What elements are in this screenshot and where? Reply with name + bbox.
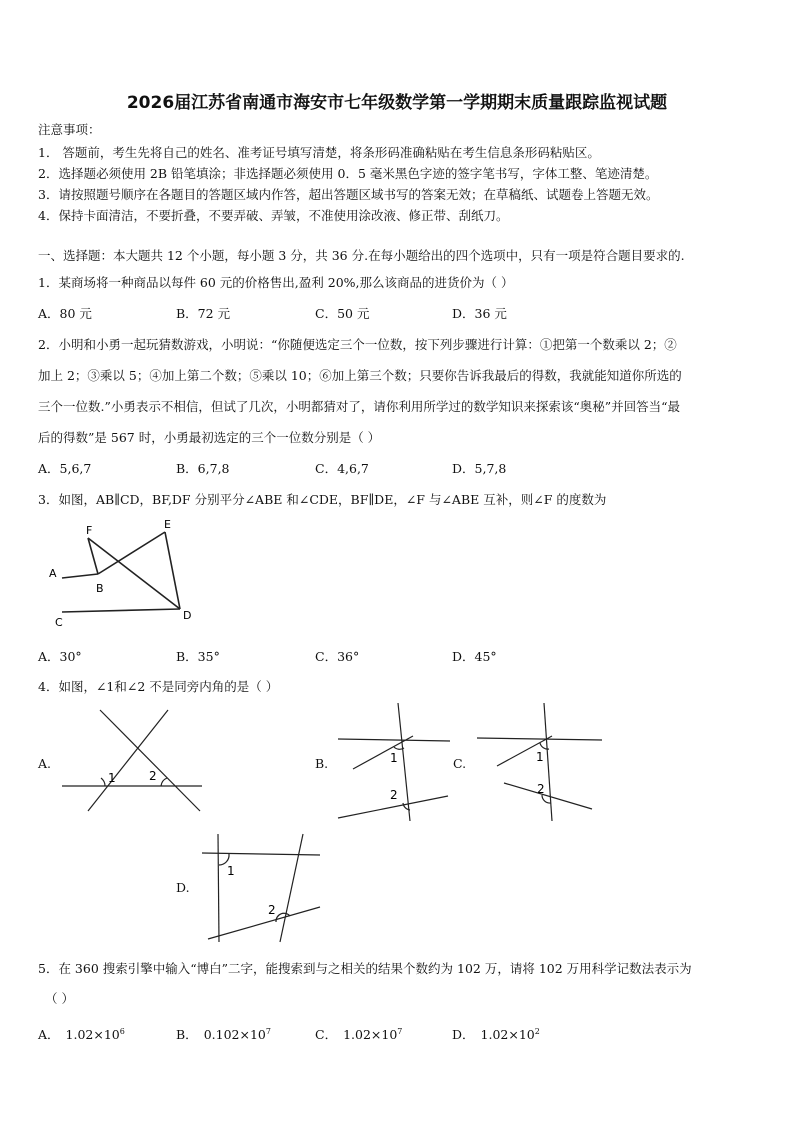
q5-option-b[interactable]: B． $0.102\times 10^7$	[176, 1026, 271, 1042]
question-5-line: （ ）	[45, 991, 74, 1006]
q1-option-d[interactable]: D．36 元	[452, 306, 507, 321]
question-2-line: 2．小明和小勇一起玩猜数游戏，小明说：“你随便选定三个一位数，按下列步骤进行计算：①把第一个数乘以 2；②	[38, 337, 677, 352]
q4-figure-d	[198, 832, 323, 944]
segment-cd	[62, 609, 180, 612]
q3-option-d[interactable]: D．45°	[452, 649, 497, 664]
label-f: F	[86, 524, 93, 537]
q5-option-d[interactable]: D． $1.02\times 10^2$	[452, 1026, 540, 1042]
question-2-line: 加上 2；③乘以 5；④加上第二个数；⑤乘以 10；⑥加上第三个数；只要你告诉我最后的得数，我就能知道你所选的	[38, 368, 682, 383]
svg-text:1: 1	[536, 750, 544, 764]
q3-option-b[interactable]: B．35°	[176, 649, 220, 664]
notice-heading: 注意事项：	[38, 122, 101, 137]
q5-option-a[interactable]: A． $1.02\times 10^6$	[38, 1026, 125, 1042]
q2-option-c[interactable]: C．4,6,7	[315, 461, 369, 476]
notice-item: 2．选择题必须使用 2B 铅笔填涂；非选择题必须使用 0．5 毫米黑色字迹的签字笔书写，字体工整、笔迹清楚。	[38, 166, 658, 181]
q4-option-c-label[interactable]: C.	[453, 756, 467, 771]
notice-item: 1． 答题前，考生先将自己的姓名、准考证号填写清楚，将条形码准确粘贴在考生信息条形码粘贴区。	[38, 145, 600, 160]
question-5-line: 5．在 360 搜索引擎中输入“博白”二字，能搜索到与之相关的结果个数约为 102 万，请将 102 万用科学记数法表示为	[38, 961, 692, 976]
label-e: E	[164, 518, 171, 531]
q4-option-b-label[interactable]: B.	[315, 756, 329, 771]
q4-option-d-label[interactable]: D.	[176, 880, 190, 895]
q4-figure-c	[472, 701, 607, 823]
question-4-text: 4．如图，∠1和∠2 不是同旁内角的是（ ）	[38, 679, 279, 694]
svg-text:2: 2	[537, 782, 545, 796]
notice-item: 4．保持卡面清洁，不要折叠，不要弄破、弄皱，不准使用涂改液、修正带、刮纸刀。	[38, 208, 509, 223]
label-d: D	[183, 609, 192, 622]
page-title: 2026届江苏省南通市海安市七年级数学第一学期期末质量跟踪监视试题	[126, 93, 668, 113]
q1-option-c[interactable]: C．50 元	[315, 306, 370, 321]
segment-ed	[165, 532, 180, 609]
q2-option-a[interactable]: A．5,6,7	[38, 461, 92, 476]
svg-text:1: 1	[227, 864, 235, 878]
segment-ab	[62, 574, 98, 578]
segment-fd	[88, 538, 180, 609]
q4-option-a-label[interactable]: A.	[38, 756, 52, 771]
q1-option-b[interactable]: B．72 元	[176, 306, 231, 321]
svg-text:1: 1	[390, 751, 398, 765]
q1-option-a[interactable]: A．80 元	[38, 306, 92, 321]
svg-text:2: 2	[268, 903, 276, 917]
q3-option-a[interactable]: A．30°	[38, 649, 82, 664]
q5-option-c[interactable]: C． $1.02\times 10^7$	[315, 1026, 403, 1042]
label-b: B	[96, 582, 104, 595]
q2-option-b[interactable]: B．6,7,8	[176, 461, 230, 476]
notice-item: 3．请按照题号顺序在各题目的答题区域内作答，超出答题区域书写的答案无效；在草稿纸、试题卷上答题无效。	[38, 187, 659, 202]
q3-option-c[interactable]: C．36°	[315, 649, 360, 664]
q2-option-d[interactable]: D．5,7,8	[452, 461, 507, 476]
svg-text:2: 2	[390, 788, 398, 802]
question-2-line: 后的得数”是 567 时，小勇最初选定的三个一位数分别是（ ）	[38, 430, 381, 445]
angle-2-label: 2	[149, 769, 157, 783]
label-a: A	[49, 567, 57, 580]
segment-bf	[88, 538, 98, 574]
label-c: C	[55, 616, 63, 629]
q4-figure-b	[333, 701, 453, 823]
angle-1-label: 1	[108, 771, 116, 785]
question-2-line: 三个一位数.”小勇表示不相信，但试了几次，小明都猜对了，请你利用所学过的数学知识来探索该“奥秘”并回答当“最	[38, 399, 681, 414]
question-1-text: 1．某商场将一种商品以每件 60 元的价格售出,盈利 20%,那么该商品的进货价为（ ）	[38, 275, 514, 290]
question-3-text: 3．如图，AB∥CD，BF,DF 分别平分∠ABE 和∠CDE，BF∥DE，∠F 与∠ABE 互补，则∠F 的度数为	[38, 492, 607, 507]
q3-figure	[40, 515, 210, 635]
section-heading: 一、选择题：本大题共 12 个小题，每小题 3 分，共 36 分.在每小题给出的四个选项中，只有一项是符合题目要求的.	[38, 248, 685, 263]
q4-figure-a	[60, 708, 205, 813]
